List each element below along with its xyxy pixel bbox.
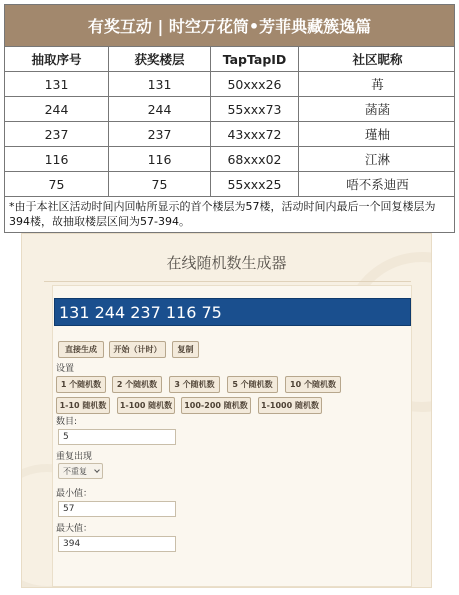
result-display: 131 244 237 116 75 xyxy=(54,298,411,326)
title-divider xyxy=(44,281,411,282)
min-input[interactable]: 57 xyxy=(58,501,176,517)
cell-taptap-id: 55xxx73 xyxy=(211,97,299,121)
count-label: 数目: xyxy=(56,417,78,427)
preset-1-number-button[interactable]: 1 个随机数 xyxy=(56,376,106,393)
cell-winning-floor: 237 xyxy=(109,122,211,146)
winners-table xyxy=(4,4,455,233)
random-number-generator xyxy=(21,233,432,588)
header-nickname: 社区昵称 xyxy=(352,52,403,67)
generate-button[interactable]: 直接生成 xyxy=(58,341,104,358)
cell-taptap-id: 55xxx25 xyxy=(211,172,299,196)
cell-draw-number: 237 xyxy=(5,122,109,146)
repeat-label: 重复出现 xyxy=(56,452,93,462)
preset-2-numbers-button[interactable]: 2 个随机数 xyxy=(112,376,162,393)
start-timer-button[interactable]: 开始（计时） xyxy=(109,341,166,358)
cell-winning-floor: 75 xyxy=(109,172,211,196)
min-label: 最小值： xyxy=(56,489,93,499)
settings-label: 设置 xyxy=(56,364,75,374)
cell-taptap-id: 68xxx02 xyxy=(211,147,299,171)
cell-nickname: 菡菡 xyxy=(364,102,390,117)
header-draw-number: 抽取序号 xyxy=(5,47,109,71)
cell-draw-number: 75 xyxy=(5,172,109,196)
range-1-100-button[interactable]: 1-100 随机数 xyxy=(117,397,175,414)
max-input[interactable]: 394 xyxy=(58,536,176,552)
table-row xyxy=(5,72,454,97)
generator-title: 在线随机数生成器 xyxy=(166,254,287,272)
cell-winning-floor: 116 xyxy=(109,147,211,171)
table-row xyxy=(5,147,454,172)
cell-winning-floor: 131 xyxy=(109,72,211,96)
range-1-10-button[interactable]: 1-10 随机数 xyxy=(56,397,110,414)
cell-draw-number: 244 xyxy=(5,97,109,121)
table-footnote: *由于本社区活动时间内回帖所显示的首个楼层为57楼，活动时间内最后一个回复楼层为394楼，故抽取楼层区间为57-394。 xyxy=(9,200,436,228)
copy-button[interactable]: 复制 xyxy=(172,341,199,358)
range-1-1000-button[interactable]: 1-1000 随机数 xyxy=(258,397,322,414)
cell-nickname: 江淋 xyxy=(364,152,390,167)
cell-taptap-id: 50xxx26 xyxy=(211,72,299,96)
preset-3-numbers-button[interactable]: 3 个随机数 xyxy=(169,376,220,393)
table-row xyxy=(5,97,454,122)
repeat-select[interactable] xyxy=(58,463,103,479)
cell-nickname: 苒 xyxy=(371,77,384,92)
count-input[interactable]: 5 xyxy=(58,429,176,445)
header-winning-floor: 获奖楼层 xyxy=(109,47,211,71)
max-label: 最大值： xyxy=(56,524,93,534)
cell-draw-number: 116 xyxy=(5,147,109,171)
cell-draw-number: 131 xyxy=(5,72,109,96)
repeat-select-value: 不重复 xyxy=(63,466,87,476)
cell-winning-floor: 244 xyxy=(109,97,211,121)
cell-nickname: 瑾柚 xyxy=(364,127,390,142)
table-row xyxy=(5,122,454,147)
preset-10-numbers-button[interactable]: 10 个随机数 xyxy=(285,376,341,393)
cell-taptap-id: 43xxx72 xyxy=(211,122,299,146)
table-header-row xyxy=(5,47,454,72)
preset-5-numbers-button[interactable]: 5 个随机数 xyxy=(227,376,278,393)
table-row xyxy=(5,172,454,197)
range-100-200-button[interactable]: 100-200 随机数 xyxy=(181,397,251,414)
header-taptap-id: TapTapID xyxy=(211,47,299,71)
cell-nickname: 唔不系迪西 xyxy=(346,177,409,192)
table-title: 有奖互动 | 时空万花筒•芳菲典藏簇逸篇 xyxy=(5,5,454,47)
chevron-down-icon xyxy=(94,467,100,473)
